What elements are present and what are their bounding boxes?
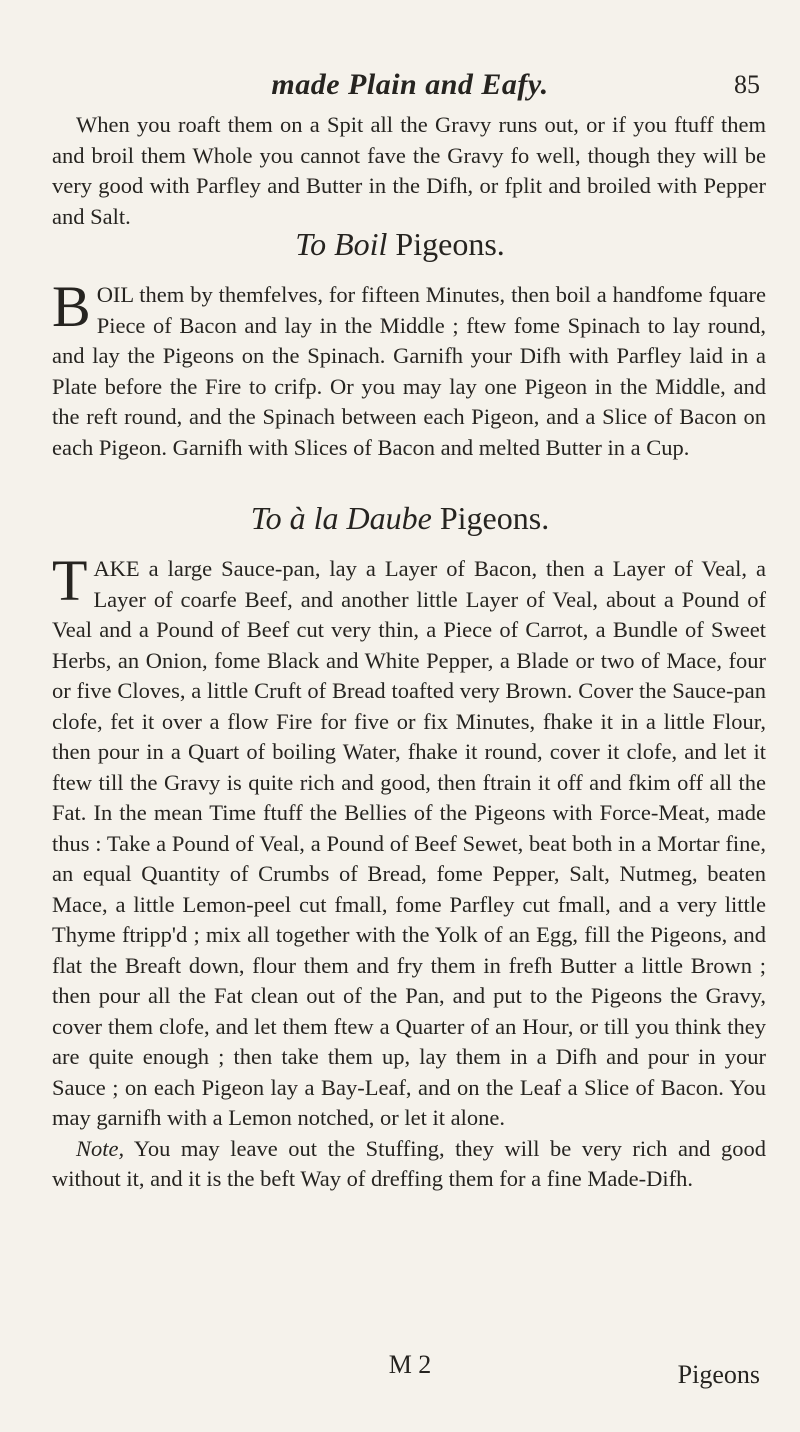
- heading-italic: To Boil: [295, 226, 388, 262]
- heading-italic: To à la Daube: [250, 500, 432, 536]
- recipe-paragraph: [52, 274, 766, 463]
- page-header: [60, 68, 760, 102]
- intro-paragraph: [52, 110, 766, 232]
- recipe-boil-pigeons: [52, 274, 766, 463]
- note-label: Note,: [76, 1135, 125, 1161]
- heading-rest: Pigeons.: [395, 226, 505, 262]
- drop-cap: B: [52, 274, 91, 339]
- recipe-note: [52, 1134, 766, 1195]
- recipe-body: AKE a large Sauce-pan, lay a Layer of Bacon, then a Layer of Veal, a Layer of coarfe Beef, and another little Layer of Veal, about a Pound of Veal and a Pound of Beef cut very thin, a Piece of Carrot, a Bundle of Sweet Herbs, an Onion, fome Black and White Pepper, a Blade or two of Mace, four or five Cloves, a little Cruft of Bread toafted very Brown. Cover the Sauce-pan clofe, fet it over a flow Fire for five or fix Minutes, fhake it in a little Flour, then pour in a Quart of boiling Water, fhake it round, cover it clofe, and let it ftew till the Gravy is quite rich and good, then ftrain it off and fkim off all the Fat. In the mean Time ftuff the Bellies of the Pigeons with Force-Meat, made thus : Take a Pound of Veal, a Pound of Beef Sewet, beat both in a Mortar fine, an equal Quantity of Crumbs of Bread, fome Pepper, Salt, Nutmeg, beaten Mace, a little Lemon-peel cut fmall, fome Parfley cut fmall, and a very little Thyme ftripp'd ; mix all together with the Yolk of an Egg, fill the Pigeons, and flat the Breaft down, flour them and fry them in frefh Butter a little Brown ; then pour all the Fat clean out of the Pan, and put to the Pigeons the Gravy, cover them clofe, and let them ftew a Quarter of an Hour, or till you think they are quite enough ; then take them up, lay them in a Difh and pour in your Sauce ; on each Pigeon lay a Bay-Leaf, and on the Leaf a Slice of Bacon. You may garnifh with a Lemon notched, or let it alone.: [52, 556, 766, 1130]
- recipe-paragraph: [52, 548, 766, 1134]
- page-footer: [60, 1350, 760, 1390]
- recipe-heading-daube-pigeons: [0, 500, 800, 537]
- heading-rest: Pigeons.: [439, 500, 550, 536]
- recipe-heading-boil-pigeons: [0, 226, 800, 263]
- recipe-body: OIL them by themfelves, for fifteen Minutes, then boil a handfome fquare Piece of Bacon and lay in the Middle ; ftew fome Spinach to lay round, and lay the Pigeons on the Spinach. Garnifh your Difh with Parfley laid in a Plate before the Fire to crifp. Or you may lay one Pigeon in the Middle, and the reft round, and the Spinach between each Pigeon, and a Slice of Bacon on each Pigeon. Garnifh with Slices of Bacon and melted Butter in a Cup.: [52, 282, 766, 460]
- note-text: You may leave out the Stuffing, they will be very rich and good without it, and it is the beft Way of dreffing them for a fine Made-Difh.: [52, 1135, 766, 1191]
- drop-cap: T: [52, 548, 88, 613]
- catchword: Pigeons: [677, 1360, 760, 1389]
- running-title: made Plain and Eafy.: [271, 68, 549, 101]
- intro-text: When you roaft them on a Spit all the Gravy runs out, or if you ftuff them and broil them Whole you cannot fave the Gravy fo well, though they will be very good with Parfley and Butter in the Difh, or fplit and broiled with Pepper and Salt.: [52, 112, 766, 229]
- signature-mark: M 2: [388, 1350, 432, 1379]
- page-number: 85: [734, 70, 760, 99]
- recipe-daube-pigeons: [52, 548, 766, 1195]
